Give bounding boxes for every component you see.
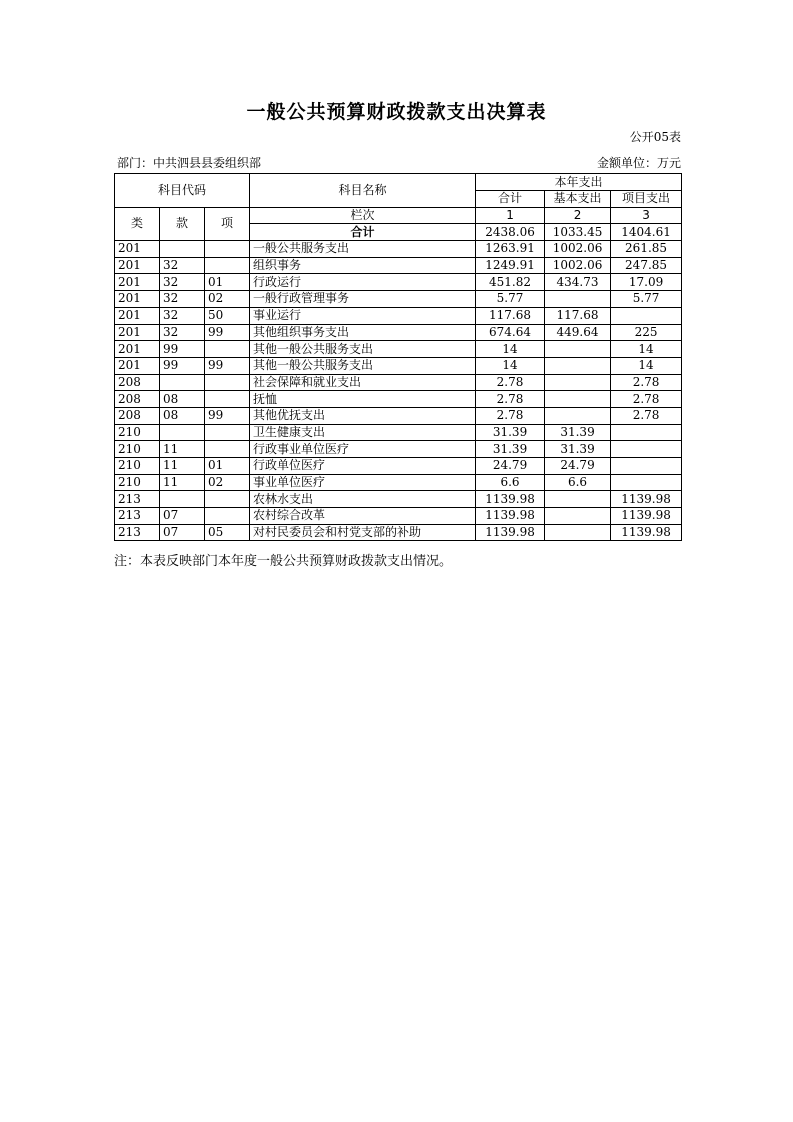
cell-total: 1249.91 — [476, 257, 545, 274]
cell-kuan: 07 — [160, 508, 205, 525]
cell-kuan — [160, 491, 205, 508]
cell-name: 对村民委员会和村党支部的补助 — [250, 524, 476, 541]
cell-basic — [545, 491, 611, 508]
cell-total: 1139.98 — [476, 508, 545, 525]
cell-total: 117.68 — [476, 307, 545, 324]
table-row — [115, 274, 682, 291]
cell-name: 组织事务 — [250, 257, 476, 274]
cell-basic: 434.73 — [545, 274, 611, 291]
cell-kuan — [160, 241, 205, 258]
cell-basic: 1002.06 — [545, 257, 611, 274]
cell-lei: 210 — [115, 424, 160, 441]
table-row — [115, 424, 682, 441]
cell-kuan: 32 — [160, 257, 205, 274]
cell-basic: 6.6 — [545, 474, 611, 491]
cell-lei: 213 — [115, 524, 160, 541]
cell-total: 674.64 — [476, 324, 545, 341]
cell-name: 事业单位医疗 — [250, 474, 476, 491]
table-row — [115, 257, 682, 274]
table-row — [115, 357, 682, 374]
cell-basic: 31.39 — [545, 424, 611, 441]
header-xiang: 项 — [205, 207, 250, 240]
cell-total: 451.82 — [476, 274, 545, 291]
cell-total: 1263.91 — [476, 241, 545, 258]
cell-name: 其他优抚支出 — [250, 407, 476, 424]
cell-kuan: 11 — [160, 474, 205, 491]
header-name: 科目名称 — [250, 174, 476, 208]
cell-lei: 201 — [115, 324, 160, 341]
cell-xiang — [205, 374, 250, 391]
table-row — [115, 474, 682, 491]
cell-kuan: 32 — [160, 274, 205, 291]
cell-basic — [545, 291, 611, 308]
cell-kuan: 32 — [160, 291, 205, 308]
cell-xiang — [205, 441, 250, 458]
table-row — [115, 291, 682, 308]
cell-lei: 208 — [115, 391, 160, 408]
cell-name: 一般公共服务支出 — [250, 241, 476, 258]
header-lei: 类 — [115, 207, 160, 240]
cell-project — [611, 307, 682, 324]
cell-lei: 208 — [115, 374, 160, 391]
cell-xiang: 05 — [205, 524, 250, 541]
cell-name: 抚恤 — [250, 391, 476, 408]
cell-xiang: 02 — [205, 474, 250, 491]
cell-lei: 201 — [115, 357, 160, 374]
cell-project: 225 — [611, 324, 682, 341]
cell-basic — [545, 341, 611, 358]
cell-total: 31.39 — [476, 424, 545, 441]
cell-xiang — [205, 241, 250, 258]
cell-project: 17.09 — [611, 274, 682, 291]
cell-lei: 201 — [115, 341, 160, 358]
table-row — [115, 241, 682, 258]
cell-total: 31.39 — [476, 441, 545, 458]
header-current-year: 本年支出 — [476, 174, 682, 191]
header-project: 项目支出 — [611, 191, 682, 208]
cell-project — [611, 441, 682, 458]
cell-name: 卫生健康支出 — [250, 424, 476, 441]
cell-xiang: 99 — [205, 357, 250, 374]
header-code: 科目代码 — [115, 174, 250, 208]
cell-basic — [545, 407, 611, 424]
cell-kuan: 08 — [160, 391, 205, 408]
table-row — [115, 374, 682, 391]
cell-name: 农林水支出 — [250, 491, 476, 508]
cell-basic — [545, 357, 611, 374]
total-row-label: 合计 — [250, 224, 476, 241]
cell-total: 24.79 — [476, 458, 545, 475]
cell-name: 其他一般公共服务支出 — [250, 357, 476, 374]
cell-project: 247.85 — [611, 257, 682, 274]
cell-xiang — [205, 341, 250, 358]
cell-kuan: 99 — [160, 341, 205, 358]
cell-lei: 201 — [115, 241, 160, 258]
cell-xiang — [205, 508, 250, 525]
cell-xiang: 01 — [205, 458, 250, 475]
header-col1: 1 — [476, 207, 545, 224]
cell-project: 2.78 — [611, 407, 682, 424]
cell-basic: 449.64 — [545, 324, 611, 341]
cell-xiang: 02 — [205, 291, 250, 308]
cell-project — [611, 474, 682, 491]
cell-kuan — [160, 374, 205, 391]
form-number: 公开05表 — [629, 130, 681, 144]
cell-project — [611, 458, 682, 475]
cell-basic: 31.39 — [545, 441, 611, 458]
table-row — [115, 524, 682, 541]
department-label: 部门：中共泗县县委组织部 — [117, 156, 262, 170]
cell-project: 1139.98 — [611, 491, 682, 508]
cell-lei: 210 — [115, 441, 160, 458]
cell-xiang — [205, 424, 250, 441]
cell-name: 行政运行 — [250, 274, 476, 291]
cell-xiang: 50 — [205, 307, 250, 324]
unit-label: 金额单位：万元 — [596, 156, 681, 170]
cell-project — [611, 424, 682, 441]
cell-total: 14 — [476, 341, 545, 358]
cell-xiang — [205, 391, 250, 408]
page-title: 一般公共预算财政拨款支出决算表 — [246, 101, 547, 123]
cell-project: 2.78 — [611, 391, 682, 408]
cell-project: 5.77 — [611, 291, 682, 308]
cell-lei: 201 — [115, 257, 160, 274]
cell-lei: 208 — [115, 407, 160, 424]
cell-total: 1139.98 — [476, 491, 545, 508]
cell-kuan — [160, 424, 205, 441]
cell-kuan: 08 — [160, 407, 205, 424]
cell-project: 14 — [611, 341, 682, 358]
cell-project: 14 — [611, 357, 682, 374]
cell-project: 1139.98 — [611, 524, 682, 541]
cell-name: 事业运行 — [250, 307, 476, 324]
cell-basic: 24.79 — [545, 458, 611, 475]
cell-lei: 210 — [115, 474, 160, 491]
table-row — [115, 458, 682, 475]
header-basic: 基本支出 — [545, 191, 611, 208]
header-col3: 3 — [611, 207, 682, 224]
cell-basic — [545, 524, 611, 541]
cell-kuan: 32 — [160, 307, 205, 324]
cell-total: 2.78 — [476, 407, 545, 424]
table-row — [115, 341, 682, 358]
cell-name: 行政单位医疗 — [250, 458, 476, 475]
cell-name: 农村综合改革 — [250, 508, 476, 525]
cell-xiang: 01 — [205, 274, 250, 291]
cell-kuan: 32 — [160, 324, 205, 341]
cell-basic: 1002.06 — [545, 241, 611, 258]
cell-basic: 117.68 — [545, 307, 611, 324]
table-row — [115, 391, 682, 408]
total-row-basic: 1033.45 — [545, 224, 611, 241]
footnote: 注：本表反映部门本年度一般公共预算财政拨款支出情况。 — [114, 554, 453, 569]
cell-kuan: 11 — [160, 441, 205, 458]
header-row-no: 栏次 — [250, 207, 476, 224]
cell-basic — [545, 508, 611, 525]
cell-name: 行政事业单位医疗 — [250, 441, 476, 458]
cell-xiang: 99 — [205, 324, 250, 341]
cell-name: 一般行政管理事务 — [250, 291, 476, 308]
cell-total: 14 — [476, 357, 545, 374]
cell-kuan: 07 — [160, 524, 205, 541]
header-total: 合计 — [476, 191, 545, 208]
cell-basic — [545, 391, 611, 408]
cell-lei: 201 — [115, 307, 160, 324]
cell-kuan: 99 — [160, 357, 205, 374]
table-row — [115, 324, 682, 341]
cell-name: 社会保障和就业支出 — [250, 374, 476, 391]
cell-total: 2.78 — [476, 391, 545, 408]
cell-total: 5.77 — [476, 291, 545, 308]
cell-lei: 201 — [115, 274, 160, 291]
cell-xiang — [205, 491, 250, 508]
cell-project: 2.78 — [611, 374, 682, 391]
table-row — [115, 491, 682, 508]
cell-basic — [545, 374, 611, 391]
total-row-project: 1404.61 — [611, 224, 682, 241]
cell-total: 6.6 — [476, 474, 545, 491]
cell-xiang — [205, 257, 250, 274]
cell-total: 1139.98 — [476, 524, 545, 541]
cell-name: 其他一般公共服务支出 — [250, 341, 476, 358]
total-row-total: 2438.06 — [476, 224, 545, 241]
cell-lei: 210 — [115, 458, 160, 475]
cell-total: 2.78 — [476, 374, 545, 391]
cell-lei: 201 — [115, 291, 160, 308]
table-row — [115, 407, 682, 424]
expenditure-table — [114, 173, 682, 541]
table-row — [115, 441, 682, 458]
table-row — [115, 508, 682, 525]
cell-lei: 213 — [115, 491, 160, 508]
header-col2: 2 — [545, 207, 611, 224]
cell-project: 1139.98 — [611, 508, 682, 525]
cell-kuan: 11 — [160, 458, 205, 475]
table-row — [115, 307, 682, 324]
cell-name: 其他组织事务支出 — [250, 324, 476, 341]
cell-project: 261.85 — [611, 241, 682, 258]
header-kuan: 款 — [160, 207, 205, 240]
cell-xiang: 99 — [205, 407, 250, 424]
cell-lei: 213 — [115, 508, 160, 525]
